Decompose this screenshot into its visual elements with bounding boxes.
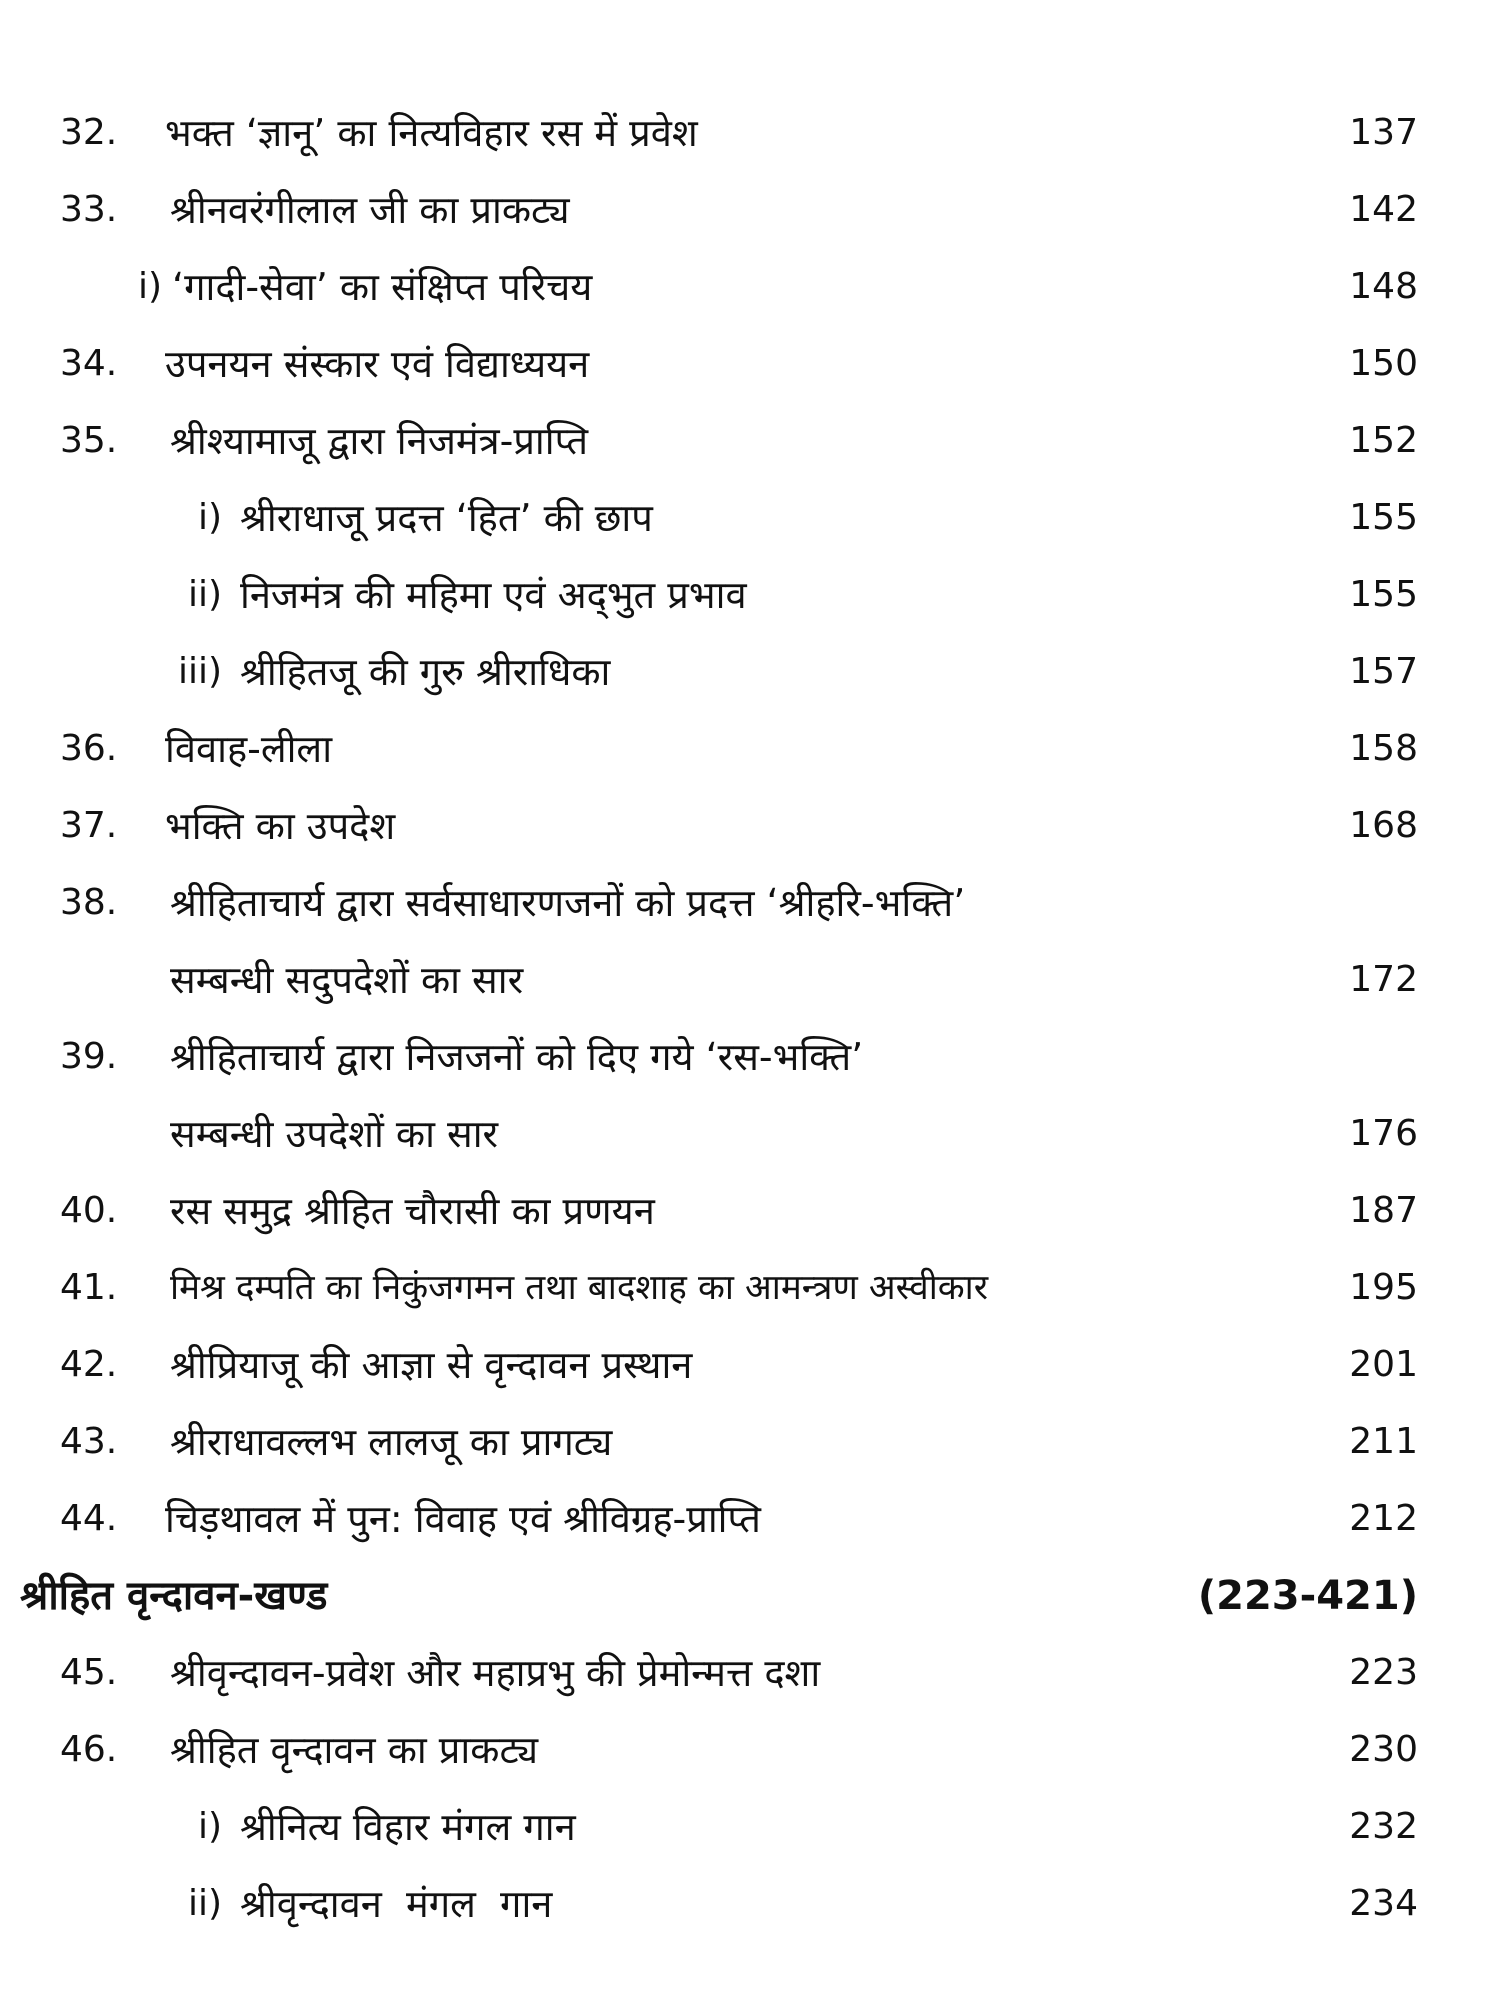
entry-title: श्रीहितजू की गुरु श्रीराधिका bbox=[240, 650, 611, 694]
toc-entry-44 bbox=[0, 1486, 1500, 1556]
subentry-number: iii) bbox=[177, 651, 222, 692]
subentry-number: ii) bbox=[187, 1883, 222, 1924]
entry-page: 234 bbox=[1349, 1883, 1418, 1924]
toc-entry-38-continued bbox=[0, 947, 1500, 1017]
entry-page: 157 bbox=[1349, 651, 1418, 692]
toc-entry-32 bbox=[0, 100, 1500, 170]
section-title: श्रीहित वृन्दावन-खण्ड bbox=[20, 1573, 328, 1619]
entry-title: श्रीश्यामाजू द्वारा निजमंत्र-प्राप्ति bbox=[170, 419, 588, 463]
entry-number: 43. bbox=[60, 1421, 118, 1462]
entry-number: 34. bbox=[60, 343, 118, 384]
entry-title: मिश्र दम्पति का निकुंजगमन तथा बादशाह का आमन्त्रण अस्वीकार bbox=[170, 1268, 989, 1308]
subentry-number: i) bbox=[197, 1806, 222, 1847]
entry-page: 142 bbox=[1349, 189, 1418, 230]
section-page-range: (223-421) bbox=[1197, 1573, 1418, 1619]
entry-page: 172 bbox=[1349, 959, 1418, 1000]
entry-number: 35. bbox=[60, 420, 118, 461]
toc-entry-33 bbox=[0, 177, 1500, 247]
entry-page: 137 bbox=[1349, 112, 1418, 153]
entry-title-line2: सम्बन्धी सदुपदेशों का सार bbox=[170, 958, 524, 1002]
entry-title: भक्ति का उपदेश bbox=[165, 804, 396, 848]
entry-number: 44. bbox=[60, 1498, 118, 1539]
toc-entry-41 bbox=[0, 1255, 1500, 1325]
entry-title: चिड़थावल में पुन: विवाह एवं श्रीविग्रह-प्राप्ति bbox=[165, 1497, 761, 1541]
subentry-number: i) bbox=[197, 497, 222, 538]
entry-page: 195 bbox=[1349, 1267, 1418, 1308]
toc-entry-40 bbox=[0, 1178, 1500, 1248]
entry-page: 148 bbox=[1349, 266, 1418, 307]
entry-page: 223 bbox=[1349, 1652, 1418, 1693]
toc-subentry bbox=[0, 1794, 1500, 1864]
entry-page: 232 bbox=[1349, 1806, 1418, 1847]
toc-entry-43 bbox=[0, 1409, 1500, 1479]
entry-number: 39. bbox=[60, 1036, 118, 1077]
subentry-number: i) bbox=[137, 266, 162, 307]
entry-title: श्रीप्रियाजू की आज्ञा से वृन्दावन प्रस्थान bbox=[170, 1343, 693, 1387]
entry-title: श्रीराधावल्लभ लालजू का प्रागट्य bbox=[170, 1420, 613, 1464]
subentry-number: ii) bbox=[187, 574, 222, 615]
entry-title: श्रीवृन्दावन-प्रवेश और महाप्रभु की प्रेमोन्मत्त दशा bbox=[170, 1651, 821, 1695]
entry-page: 155 bbox=[1349, 497, 1418, 538]
entry-title: श्रीनवरंगीलाल जी का प्राकट्य bbox=[170, 188, 570, 232]
entry-page: 187 bbox=[1349, 1190, 1418, 1231]
entry-page: 152 bbox=[1349, 420, 1418, 461]
entry-number: 36. bbox=[60, 728, 118, 769]
entry-page: 158 bbox=[1349, 728, 1418, 769]
toc-entry-34 bbox=[0, 331, 1500, 401]
entry-title: श्रीहिताचार्य द्वारा सर्वसाधारणजनों को प्रदत्त ‘श्रीहरि-भक्ति’ bbox=[170, 881, 966, 925]
entry-number: 33. bbox=[60, 189, 118, 230]
section-heading bbox=[0, 1563, 1500, 1633]
entry-number: 32. bbox=[60, 112, 118, 153]
toc-subentry bbox=[0, 639, 1500, 709]
entry-page: 212 bbox=[1349, 1498, 1418, 1539]
entry-title: श्रीनित्य विहार मंगल गान bbox=[240, 1805, 576, 1849]
toc-entry-39-continued bbox=[0, 1101, 1500, 1171]
entry-page: 201 bbox=[1349, 1344, 1418, 1385]
toc-entry-45 bbox=[0, 1640, 1500, 1710]
entry-title: श्रीवृन्दावन मंगल गान bbox=[240, 1882, 553, 1926]
toc-subentry bbox=[0, 562, 1500, 632]
entry-number: 42. bbox=[60, 1344, 118, 1385]
entry-number: 45. bbox=[60, 1652, 118, 1693]
entry-title: निजमंत्र की महिमा एवं अद्‌भुत प्रभाव bbox=[240, 573, 747, 617]
toc-entry-46 bbox=[0, 1717, 1500, 1787]
entry-page: 211 bbox=[1349, 1421, 1418, 1462]
entry-title-line2: सम्बन्धी उपदेशों का सार bbox=[170, 1112, 499, 1156]
entry-page: 150 bbox=[1349, 343, 1418, 384]
entry-page: 155 bbox=[1349, 574, 1418, 615]
entry-page: 230 bbox=[1349, 1729, 1418, 1770]
entry-number: 38. bbox=[60, 882, 118, 923]
entry-title: रस समुद्र श्रीहित चौरासी का प्रणयन bbox=[170, 1189, 655, 1233]
toc-entry-35 bbox=[0, 408, 1500, 478]
entry-title: श्रीहित वृन्दावन का प्राकट्य bbox=[170, 1728, 539, 1772]
toc-subentry bbox=[0, 485, 1500, 555]
toc-entry-42 bbox=[0, 1332, 1500, 1402]
entry-number: 41. bbox=[60, 1267, 118, 1308]
toc-entry-38 bbox=[0, 870, 1500, 940]
toc-entry-37 bbox=[0, 793, 1500, 863]
toc-entry-36 bbox=[0, 716, 1500, 786]
entry-title: विवाह-लीला bbox=[165, 727, 333, 771]
entry-title: श्रीराधाजू प्रदत्त ‘हित’ की छाप bbox=[240, 496, 653, 540]
entry-number: 46. bbox=[60, 1729, 118, 1770]
entry-page: 168 bbox=[1349, 805, 1418, 846]
toc-subentry bbox=[0, 254, 1500, 324]
toc-entry-39 bbox=[0, 1024, 1500, 1094]
entry-title: भक्त ‘ज्ञानू’ का नित्यविहार रस में प्रवेश bbox=[165, 111, 698, 155]
entry-number: 37. bbox=[60, 805, 118, 846]
toc-subentry bbox=[0, 1871, 1500, 1941]
entry-title: ‘गादी-सेवा’ का संक्षिप्त परिचय bbox=[172, 265, 593, 309]
entry-page: 176 bbox=[1349, 1113, 1418, 1154]
entry-title: श्रीहिताचार्य द्वारा निजजनों को दिए गये ‘रस-भक्ति’ bbox=[170, 1035, 864, 1079]
entry-title: उपनयन संस्कार एवं विद्याध्ययन bbox=[165, 342, 590, 386]
entry-number: 40. bbox=[60, 1190, 118, 1231]
